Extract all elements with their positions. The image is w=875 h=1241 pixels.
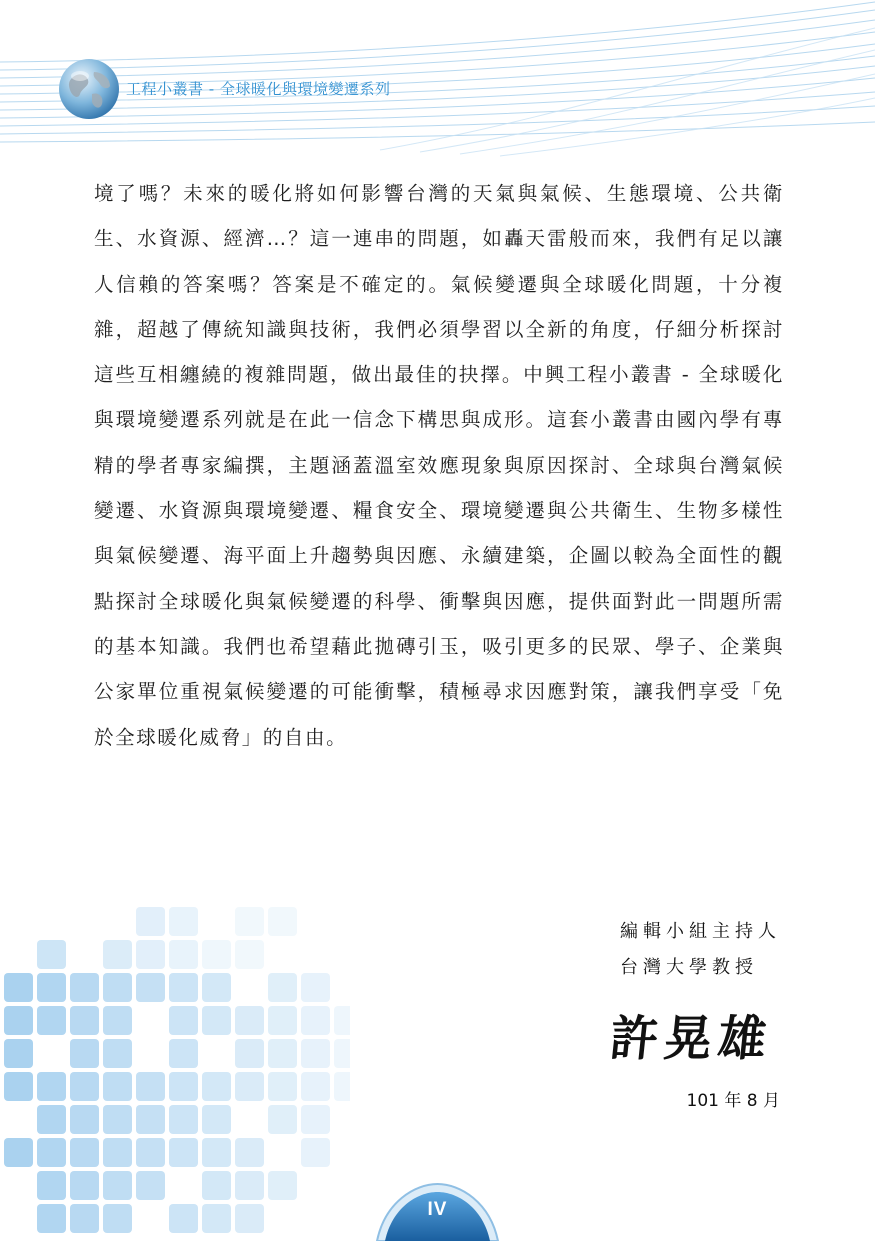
decorative-tile xyxy=(235,907,264,936)
decorative-tile xyxy=(70,1171,99,1200)
decorative-tile xyxy=(70,1105,99,1134)
decorative-tile xyxy=(169,1039,198,1068)
decorative-tile xyxy=(103,1072,132,1101)
decorative-tile xyxy=(235,1072,264,1101)
decorative-tile xyxy=(37,1138,66,1167)
decorative-tile xyxy=(70,1039,99,1068)
decorative-tile xyxy=(268,1006,297,1035)
series-title: 工程小叢書 - 全球暖化與環境變遷系列 xyxy=(126,80,391,98)
decorative-tile xyxy=(70,1138,99,1167)
decorative-tile xyxy=(103,1204,132,1233)
globe-icon xyxy=(58,58,120,120)
decorative-tile xyxy=(268,1105,297,1134)
decorative-tile xyxy=(136,973,165,1002)
decorative-tile xyxy=(202,1006,231,1035)
decorative-tile xyxy=(103,1138,132,1167)
decorative-tile xyxy=(169,1204,198,1233)
decorative-tile xyxy=(301,1138,330,1167)
decorative-tile xyxy=(202,1072,231,1101)
decorative-tile xyxy=(268,1039,297,1068)
decorative-tile xyxy=(169,1006,198,1035)
decorative-tile xyxy=(37,1006,66,1035)
decorative-tile xyxy=(70,1006,99,1035)
decorative-tile xyxy=(169,940,198,969)
decorative-tile xyxy=(334,1006,350,1035)
decorative-tile xyxy=(136,1105,165,1134)
decorative-tile xyxy=(169,973,198,1002)
decorative-tile xyxy=(235,1204,264,1233)
decorative-tile xyxy=(136,907,165,936)
decorative-tile xyxy=(268,1171,297,1200)
decorative-tile xyxy=(4,1072,33,1101)
decorative-tile xyxy=(235,1138,264,1167)
decorative-tile xyxy=(268,1072,297,1101)
date-line: 101 年 8 月 xyxy=(686,1091,780,1111)
decorative-tile xyxy=(37,940,66,969)
decorative-tile xyxy=(202,973,231,1002)
decorative-tile xyxy=(103,1105,132,1134)
decorative-tile xyxy=(334,1039,350,1068)
decorative-tile xyxy=(301,1006,330,1035)
decorative-tile xyxy=(4,1006,33,1035)
decorative-tile xyxy=(169,1072,198,1101)
decorative-tile xyxy=(202,1171,231,1200)
decorative-tile xyxy=(301,1039,330,1068)
decorative-tile xyxy=(334,1072,350,1101)
decorative-tile xyxy=(169,1138,198,1167)
decorative-tile xyxy=(235,1171,264,1200)
decorative-tile xyxy=(136,1072,165,1101)
decorative-tile xyxy=(301,1105,330,1134)
decorative-tile xyxy=(70,1204,99,1233)
decorative-tile xyxy=(268,907,297,936)
decorative-tile xyxy=(202,940,231,969)
decorative-tile xyxy=(235,940,264,969)
decorative-tile xyxy=(70,973,99,1002)
decorative-tile xyxy=(103,940,132,969)
decorative-tile-mosaic xyxy=(0,905,350,1241)
decorative-tile xyxy=(37,1171,66,1200)
decorative-tile xyxy=(235,1006,264,1035)
handwritten-signature: 許晃雄 xyxy=(607,1011,775,1067)
decorative-tile xyxy=(37,1072,66,1101)
decorative-tile xyxy=(136,1171,165,1200)
decorative-tile xyxy=(103,1171,132,1200)
decorative-tile xyxy=(235,1039,264,1068)
decorative-tile xyxy=(301,973,330,1002)
decorative-tile xyxy=(103,1039,132,1068)
decorative-tile xyxy=(103,1006,132,1035)
decorative-tile xyxy=(169,1105,198,1134)
decorative-tile xyxy=(169,907,198,936)
decorative-tile xyxy=(103,973,132,1002)
preface-paragraph: 境了嗎？未來的暖化將如何影響台灣的天氣與氣候、生態環境、公共衛生、水資源、經濟…？這一連串的問題，如轟天雷般而來，我們有足以讓人信賴的答案嗎？答案是不確定的。氣候變遷與全球暖化問題，十分複雜，超越了傳統知識與技術，我們必須學習以全新的角度，仔細分析探討這些互相纏繞的複雜問題，做出最佳的抉擇。中興工程小叢書 - 全球暖化與環境變遷系列就是在此一信念下構思與成形。這套小叢書由國內學有專精的學者專家編撰，主題涵蓋溫室效應現象與原因探討、全球與台灣氣候變遷、水資源與環境變遷、糧食安全、環境變遷與公共衛生、生物多樣性與氣候變遷、海平面上升趨勢與因應、永續建築，企圖以較為全面性的觀點探討全球暖化與氣候變遷的科學、衝擊與因應，提供面對此一問題所需的基本知識。我們也希望藉此拋磚引玉，吸引更多的民眾、學子、企業與公家單位重視氣候變遷的可能衝擊，積極尋求因應對策，讓我們享受「免於全球暖化威脅」的自由。 xyxy=(94,182,784,749)
decorative-tile xyxy=(136,940,165,969)
page-number: IV xyxy=(427,1199,448,1220)
decorative-tile xyxy=(4,973,33,1002)
editor-role: 編輯小組主持人 xyxy=(620,921,781,942)
decorative-tile xyxy=(202,1138,231,1167)
decorative-tile xyxy=(4,1138,33,1167)
decorative-tile xyxy=(202,1204,231,1233)
decorative-tile xyxy=(136,1138,165,1167)
decorative-tile xyxy=(202,1105,231,1134)
decorative-tile xyxy=(37,973,66,1002)
decorative-tile xyxy=(37,1204,66,1233)
decorative-tile xyxy=(37,1105,66,1134)
decorative-tile xyxy=(268,973,297,1002)
editor-affiliation: 台灣大學教授 xyxy=(620,957,758,978)
decorative-tile xyxy=(301,1072,330,1101)
decorative-tile xyxy=(4,1039,33,1068)
decorative-tile xyxy=(70,1072,99,1101)
